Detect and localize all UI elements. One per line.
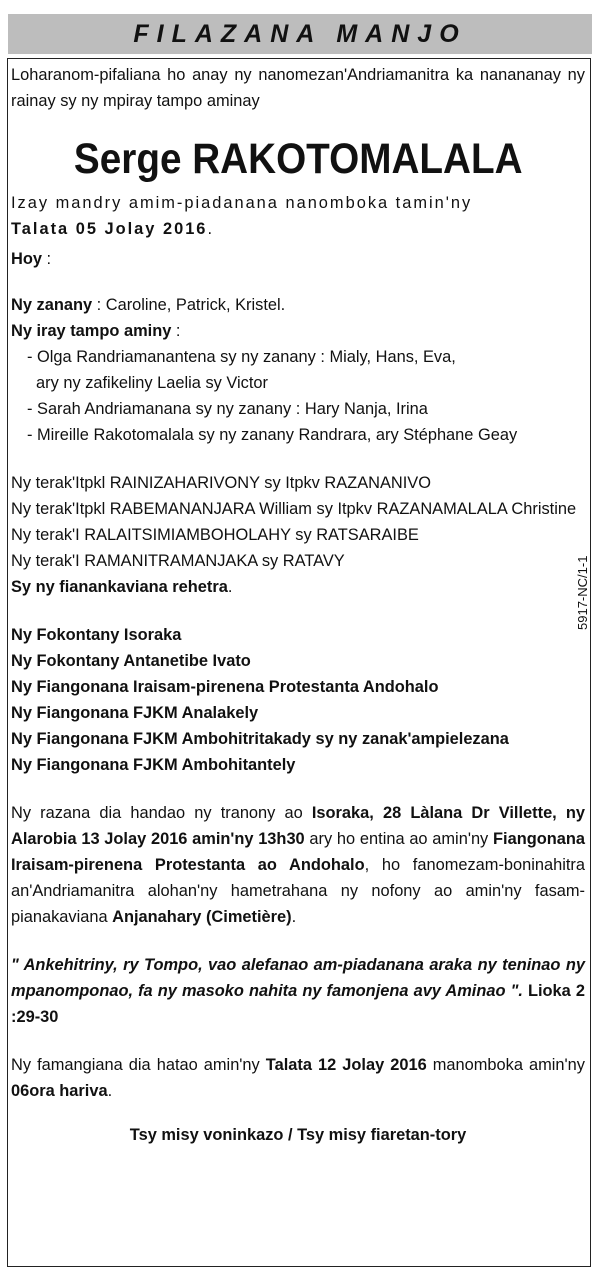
mourning-text-3: . xyxy=(107,1082,113,1100)
funeral-text-4: . xyxy=(291,908,297,926)
family-line: Ny terak'Itpkl RABEMANANJARA William sy Itpkv RAZANAMALALA Christine xyxy=(11,500,577,518)
community-line: Ny Fiangonana Iraisam-pirenena Protestanta Andohalo xyxy=(11,678,439,696)
extended-family-line xyxy=(11,574,585,600)
funeral-cemetery: Anjanahary (Cimetière) xyxy=(112,908,292,926)
children-line xyxy=(11,292,585,318)
community-line: Ny Fiangonana FJKM Ambohitritakady sy ny zanak'ampielezana xyxy=(11,730,509,748)
bible-verse xyxy=(11,952,585,1030)
siblings-line xyxy=(11,318,585,344)
death-announcement xyxy=(11,190,585,242)
sibling-item: - Sarah Andriamanana sy ny zanany : Hary Nanja, Irina xyxy=(27,400,428,418)
community-line: Ny Fiangonana FJKM Ambohitantely xyxy=(11,756,296,774)
closing-line: Tsy misy voninkazo / Tsy misy fiaretan-tory xyxy=(129,1126,467,1144)
family-line: Ny terak'Itpkl RAINIZAHARIVONY sy Itpkv RAZANANIVO xyxy=(11,474,431,492)
community-line: Ny Fokontany Antanetibe Ivato xyxy=(11,652,251,670)
notice-body xyxy=(11,62,585,1148)
siblings-label: Ny iray tampo aminy xyxy=(11,322,172,340)
siblings-colon: : xyxy=(171,322,181,340)
deceased-name-text: Serge RAKOTOMALALA xyxy=(73,135,523,183)
family-line: Ny terak'I RAMANITRAMANJAKA sy RATAVY xyxy=(11,552,345,570)
funeral-paragraph xyxy=(11,800,585,930)
funeral-church: Fiangonana Iraisam-pirenena Protestanta ao Andohalo xyxy=(11,830,585,874)
sibling-item: - Mireille Rakotomalala sy ny zanany Randrara, ary Stéphane Geay xyxy=(27,426,518,444)
mourning-text-2: manomboka amin'ny xyxy=(426,1056,585,1074)
notice-title: FILAZANA MANJO xyxy=(133,19,467,48)
funeral-text-2: ary ho entina ao amin'ny xyxy=(304,830,494,848)
intro-text: Loharanom-pifaliana ho anay ny nanomezan'Andriamanitra ka nanananay ny rainay sy ny mpiray tampo aminay xyxy=(11,66,585,110)
mourning-paragraph xyxy=(11,1052,585,1104)
hoy-line xyxy=(11,246,585,272)
extended-family: Sy ny fianankaviana rehetra xyxy=(11,578,228,596)
funeral-address: Isoraka, 28 Làlana Dr Villette, ny Alarobia 13 Jolay 2016 amin'ny 13h30 xyxy=(11,804,586,848)
reference-code: 5917-NC/1-1 xyxy=(575,555,590,630)
funeral-text-3: , ho fanomezam-boninahitra an'Andriamanitra alohan'ny hametrahana ny nofony ao amin'ny fasam-pianakaviana xyxy=(11,856,586,926)
mourning-date: Talata 12 Jolay 2016 xyxy=(265,1056,427,1074)
deceased-name xyxy=(11,134,585,184)
children-names: : Caroline, Patrick, Kristel. xyxy=(92,296,286,314)
mourning-time: 06ora hariva xyxy=(11,1082,108,1100)
hoy-label: Hoy xyxy=(11,250,42,268)
death-end: . xyxy=(207,220,214,238)
hoy-colon: : xyxy=(41,250,52,268)
sibling-item: - Olga Randriamanantena sy ny zanany : Mialy, Hans, Eva, xyxy=(27,348,456,366)
notice-header xyxy=(8,14,592,54)
verse-reference: Lioka 2 :29-30 xyxy=(11,982,585,1026)
community-line: Ny Fiangonana FJKM Analakely xyxy=(11,704,259,722)
mourning-text-1: Ny famangiana dia hatao amin'ny xyxy=(11,1056,266,1074)
funeral-text-1: Ny razana dia handao ny tranony ao xyxy=(11,804,312,822)
children-label: Ny zanany xyxy=(11,296,93,314)
family-line: Ny terak'I RALAITSIMIAMBOHOLAHY sy RATSARAIBE xyxy=(11,526,419,544)
community-line: Ny Fokontany Isoraka xyxy=(11,626,182,644)
death-date: Talata 05 Jolay 2016 xyxy=(11,220,208,238)
death-text: Izay mandry amim-piadanana nanomboka tamin'ny xyxy=(11,194,473,212)
verse-quote: " Ankehitriny, ry Tompo, vao alefanao am-piadanana araka ny teninao ny mpanomponao, fa ny masoko nahita ny famonjena avy Aminao ". xyxy=(11,956,585,1000)
sibling-item: ary ny zafikeliny Laelia sy Victor xyxy=(36,374,268,392)
extended-family-end: . xyxy=(227,578,233,596)
